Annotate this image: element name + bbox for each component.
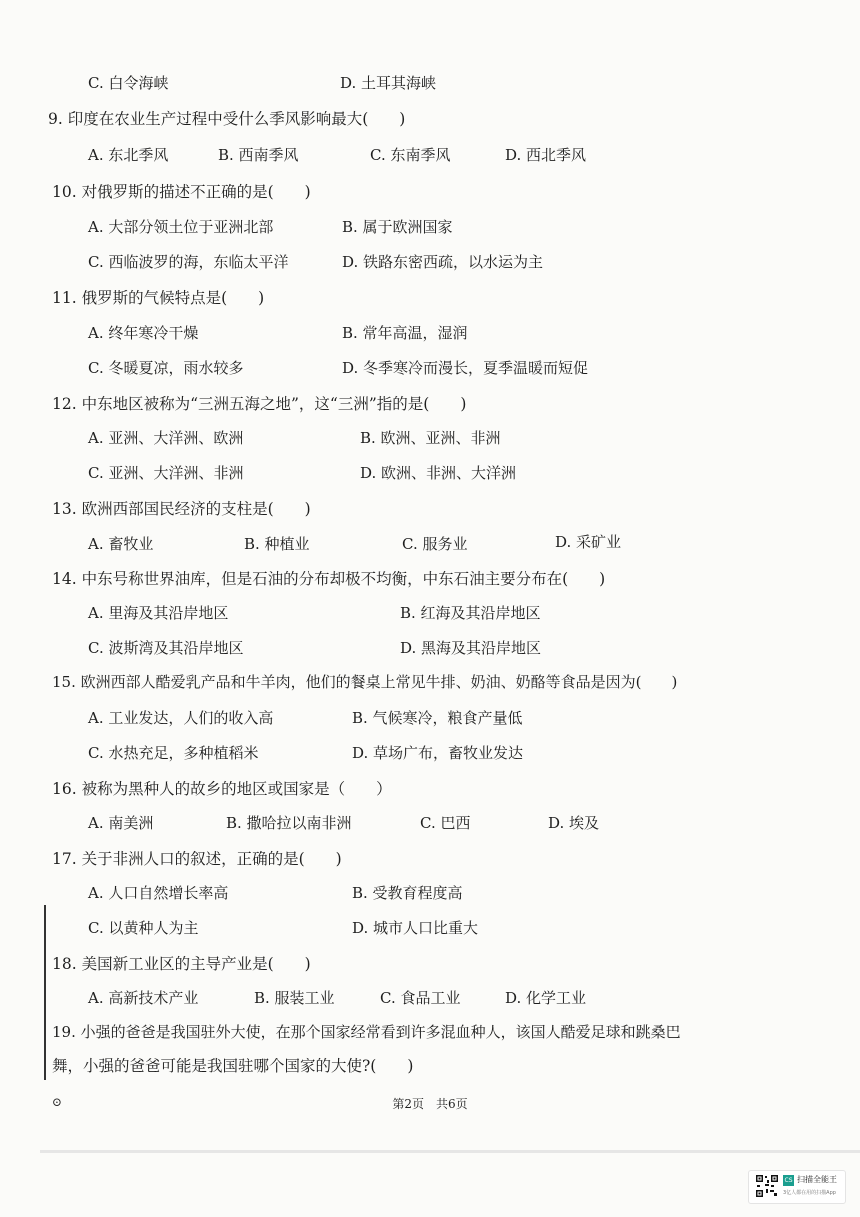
- question-9: 9. 印度在农业生产过程中受什么季风影响最大( ): [48, 110, 406, 128]
- option-11d: D. 冬季寒冷而漫长，夏季温暖而短促: [342, 359, 589, 377]
- option-9c: C. 东南季风: [370, 146, 451, 164]
- option-18d: D. 化学工业: [505, 989, 587, 1007]
- option-12c: C. 亚洲、大洋洲、非洲: [88, 464, 244, 482]
- option-16b: B. 撒哈拉以南非洲: [226, 814, 352, 832]
- question-17: 17. 关于非洲人口的叙述，正确的是( ): [52, 850, 342, 868]
- question-11: 11. 俄罗斯的气候特点是( ): [52, 289, 265, 307]
- option-15a: A. 工业发达，人们的收入高: [88, 709, 274, 727]
- option-18c: C. 食品工业: [380, 989, 461, 1007]
- option-15d: D. 草场广布，畜牧业发达: [352, 744, 524, 762]
- page-number: 第2页 共6页: [392, 1097, 468, 1111]
- question-18: 18. 美国新工业区的主导产业是( ): [52, 955, 311, 973]
- option-13b: B. 种植业: [244, 535, 310, 553]
- question-13: 13. 欧洲西部国民经济的支柱是( ): [52, 500, 311, 518]
- option-8d: D. 土耳其海峡: [340, 74, 437, 92]
- option-15c: C. 水热充足，多种植稻米: [88, 744, 259, 762]
- option-18a: A. 高新技术产业: [88, 989, 199, 1007]
- binding-margin-line: [44, 905, 46, 1080]
- option-16a: A. 南美洲: [88, 814, 154, 832]
- option-8c: C. 白令海峡: [88, 74, 169, 92]
- qr-code-icon: [755, 1174, 779, 1198]
- option-12d: D. 欧洲、非洲、大洋洲: [360, 464, 517, 482]
- question-19: 19. 小强的爸爸是我国驻外大使，在那个国家经常看到许多混血种人，该国人酷爱足球和跳桑巴: [52, 1023, 681, 1041]
- option-10c: C. 西临波罗的海，东临太平洋: [88, 253, 289, 271]
- option-17b: B. 受教育程度高: [352, 884, 463, 902]
- scanner-app-name: 扫描全能王: [797, 1175, 837, 1184]
- option-12a: A. 亚洲、大洋洲、欧洲: [88, 429, 244, 447]
- option-14d: D. 黑海及其沿岸地区: [400, 639, 542, 657]
- option-10a: A. 大部分领土位于亚洲北部: [88, 218, 274, 236]
- cs-logo: CS: [784, 1177, 793, 1184]
- option-11b: B. 常年高温，湿润: [342, 324, 468, 342]
- scanner-tagline: 3亿人都在用的扫描App: [783, 1190, 836, 1196]
- option-9b: B. 西南季风: [218, 146, 299, 164]
- option-14c: C. 波斯湾及其沿岸地区: [88, 639, 244, 657]
- option-18b: B. 服装工业: [254, 989, 335, 1007]
- option-17d: D. 城市人口比重大: [352, 919, 479, 937]
- option-17c: C. 以黄种人为主: [88, 919, 199, 937]
- scanner-watermark: [748, 1170, 846, 1204]
- question-16: 16. 被称为黑种人的故乡的地区或国家是（ ）: [52, 780, 392, 798]
- option-13d: D. 采矿业: [555, 533, 622, 551]
- scan-edge: [40, 1150, 860, 1153]
- question-14: 14. 中东号称世界油库，但是石油的分布却极不均衡，中东石油主要分布在( ): [52, 570, 606, 588]
- option-16c: C. 巴西: [420, 814, 471, 832]
- question-15: 15. 欧洲西部人酷爱乳产品和牛羊肉，他们的餐桌上常见牛排、奶油、奶酪等食品是因为( ): [52, 673, 678, 691]
- option-12b: B. 欧洲、亚洲、非洲: [360, 429, 501, 447]
- option-11c: C. 冬暖夏凉，雨水较多: [88, 359, 244, 377]
- option-9a: A. 东北季风: [88, 146, 169, 164]
- question-10: 10. 对俄罗斯的描述不正确的是( ): [52, 183, 311, 201]
- option-17a: A. 人口自然增长率高: [88, 884, 229, 902]
- option-10b: B. 属于欧洲国家: [342, 218, 453, 236]
- option-15b: B. 气候寒冷，粮食产量低: [352, 709, 523, 727]
- question-19-continued: 舞，小强的爸爸可能是我国驻哪个国家的大使?( ): [52, 1057, 414, 1075]
- option-14b: B. 红海及其沿岸地区: [400, 604, 541, 622]
- option-13a: A. 畜牧业: [88, 535, 154, 553]
- option-13c: C. 服务业: [402, 535, 468, 553]
- option-9d: D. 西北季风: [505, 146, 587, 164]
- binding-hole-icon: ⊙: [52, 1095, 63, 1109]
- option-16d: D. 埃及: [548, 814, 600, 832]
- question-12: 12. 中东地区被称为“三洲五海之地”，这“三洲”指的是( ): [52, 395, 467, 413]
- option-14a: A. 里海及其沿岸地区: [88, 604, 229, 622]
- option-10d: D. 铁路东密西疏，以水运为主: [342, 253, 544, 271]
- option-11a: A. 终年寒冷干燥: [88, 324, 199, 342]
